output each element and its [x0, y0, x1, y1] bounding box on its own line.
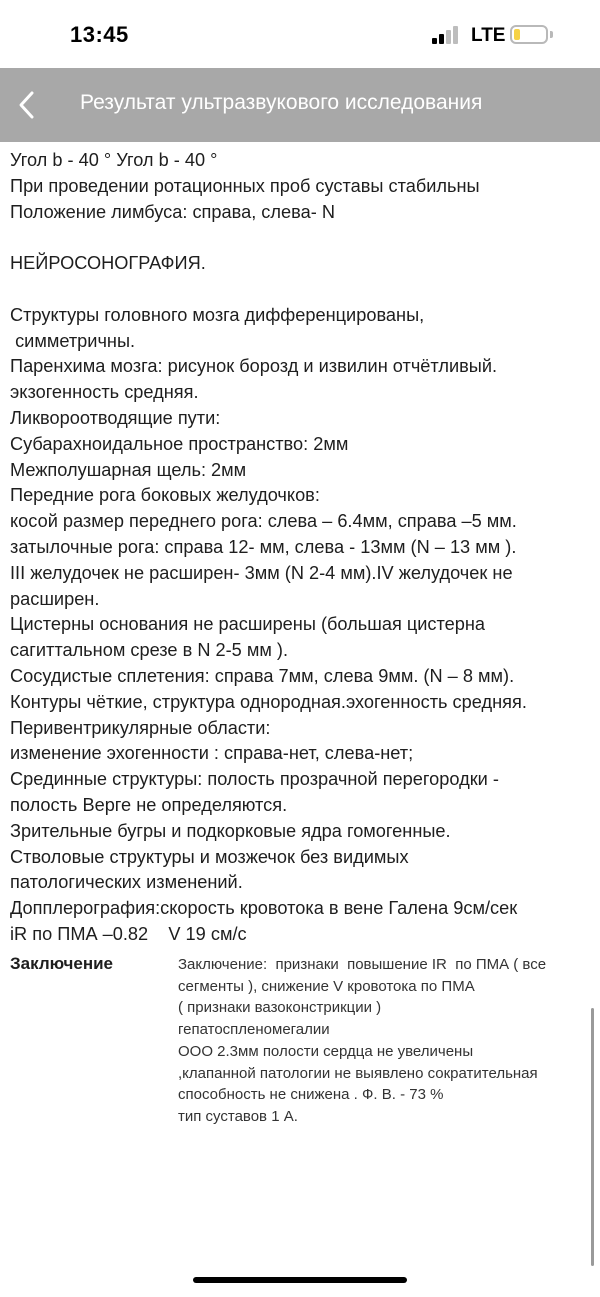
report-line: Допплерография:скорость кровотока в вене Галена 9см/сек [10, 898, 518, 919]
report-line: изменение эхогенности : справа-нет, слева-нет; [10, 743, 414, 764]
conclusion-text [178, 954, 590, 1128]
report-line: экзогенность средняя. [10, 382, 199, 403]
report-line: III желудочек не расширен- 3мм (N 2-4 мм).IV желудочек не [10, 562, 513, 583]
conclusion-line: ,клапанной патологии не выявлено сократительная [178, 1064, 538, 1082]
report-line: Паренхима мозга: рисунок борозд и извилин отчётливый. [10, 356, 498, 377]
report-line: симметричны. [10, 330, 136, 351]
report-line: Срединные структуры: полость прозрачной перегородки - [10, 769, 499, 790]
home-indicator[interactable] [193, 1277, 407, 1283]
report-line: Ликвороотводящие пути: [10, 407, 221, 428]
page-title: Результат ультразвукового исследования [80, 91, 483, 114]
battery-level [514, 29, 520, 40]
conclusion-line: Заключение: признаки повышение IR по ПМА ( все [178, 956, 547, 973]
chevron-left-icon [10, 84, 50, 126]
status-time: 13:45 [70, 22, 129, 47]
report-line: Цистерны основания не расширены (большая цистерна [10, 614, 486, 635]
report-line: затылочные рога: справа 12- мм, слева - 13мм (N – 13 мм ). [10, 536, 517, 557]
report-line: сагиттальном срезе в N 2-5 мм ). [10, 640, 289, 661]
report-line: Передние рога боковых желудочков: [10, 485, 320, 506]
report-line: патологических изменений. [10, 872, 243, 893]
report-line: расширен. [10, 588, 100, 609]
signal-strength-icon [432, 26, 464, 44]
report-line: НЕЙРОСОНОГРАФИЯ. [10, 253, 206, 274]
report-line: Контуры чёткие, структура однородная.эхогенность средняя. [10, 691, 527, 712]
report-line: Зрительные бугры и подкорковые ядра гомогенные. [10, 820, 451, 841]
conclusion-line: тип суставов 1 А. [178, 1107, 298, 1125]
signal-bar-4 [453, 26, 458, 44]
report-line: Перивентрикулярные области: [10, 717, 271, 738]
battery-icon [510, 25, 548, 44]
conclusion-line: гепатоспленомегалии [178, 1021, 330, 1039]
report-line: Сосудистые сплетения: справа 7мм, слева 9мм. (N – 8 мм). [10, 665, 515, 686]
network-type: LTE [471, 25, 506, 46]
scroll-indicator[interactable] [591, 1008, 594, 1266]
report-line: Структуры головного мозга дифференцированы, [10, 304, 425, 325]
report-line: Угол b - 40 ° Угол b - 40 ° [10, 150, 218, 170]
report-line: полость Верге не определяются. [10, 794, 288, 815]
signal-bar-2 [439, 34, 444, 44]
conclusion-line: ООО 2.3мм полости сердца не увеличены [178, 1042, 474, 1060]
navigation-bar [0, 68, 600, 142]
conclusion-label: Заключение [10, 954, 113, 973]
report-line: Стволовые структуры и мозжечок без видимых [10, 846, 409, 867]
report-line: Межполушарная щель: 2мм [10, 459, 247, 480]
conclusion-line: ( признаки вазоконстрикции ) [178, 999, 382, 1017]
report-body [10, 148, 595, 948]
report-line: Положение лимбуса: справа, слева- N [10, 201, 335, 222]
report-line: iR по ПМА –0.82 V 19 см/с [10, 923, 247, 944]
conclusion-line: сегменты ), снижение V кровотока по ПМА [178, 977, 475, 995]
report-line: косой размер переднего рога: слева – 6.4мм, справа –5 мм. [10, 511, 517, 532]
report-line: При проведении ротационных проб суставы стабильны [10, 175, 480, 196]
battery-cap [550, 31, 553, 38]
conclusion-line: способность не снижена . Ф. В. - 73 % [178, 1086, 444, 1104]
signal-bar-3 [446, 30, 451, 44]
status-bar [0, 0, 600, 68]
signal-bar-1 [432, 38, 437, 44]
back-button[interactable] [10, 84, 50, 126]
report-line: Субарахноидальное пространство: 2мм [10, 433, 349, 454]
